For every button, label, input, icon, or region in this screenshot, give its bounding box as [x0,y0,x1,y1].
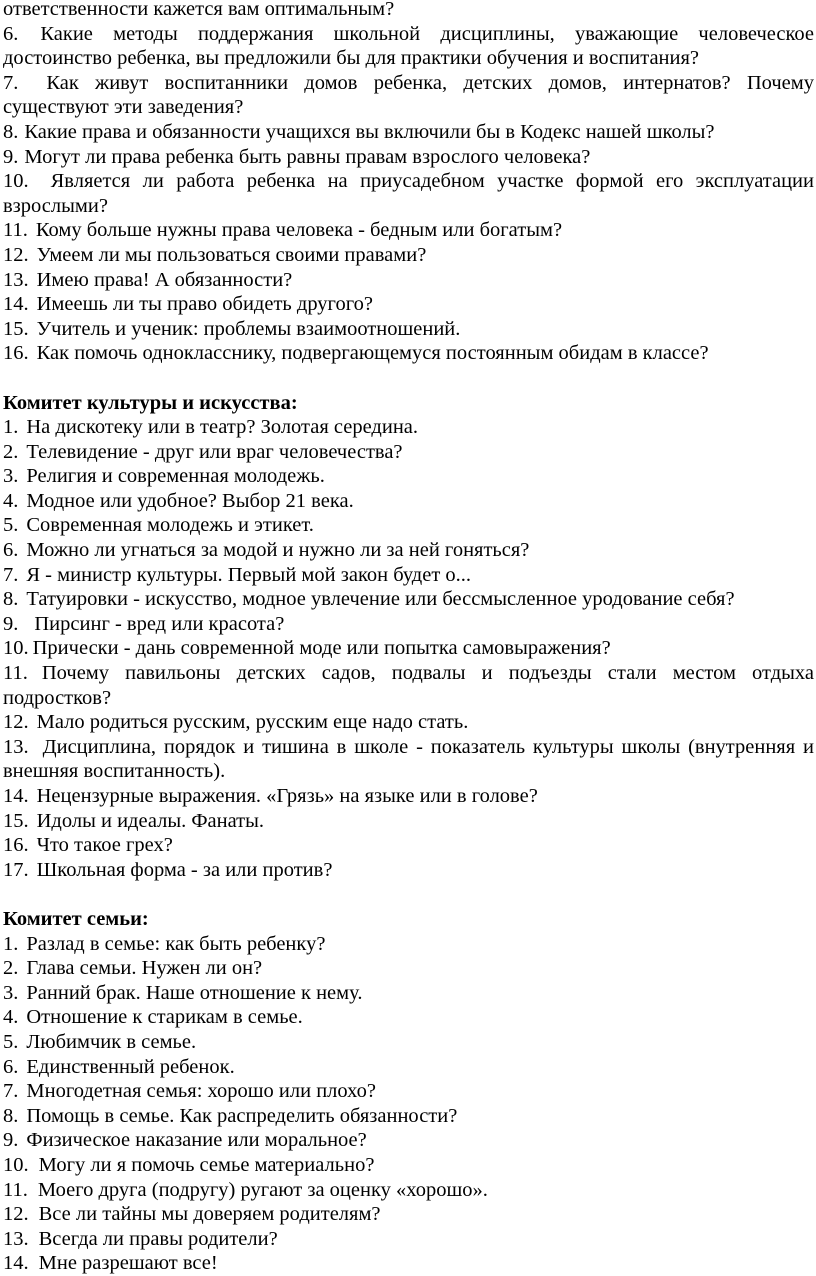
item-number: 3. [3,465,19,488]
item-number: 14. [3,785,29,807]
item-text: Любимчик в семье. [26,1030,197,1053]
list-item [3,1202,814,1227]
item-number: 9. [3,1129,19,1152]
item-text: Почему павильоны детских садов, подвалы и подъезды стали местом отдыха подростков? [3,662,814,709]
item-text: Все ли тайны мы доверяем родителям? [38,1203,381,1226]
item-number: 2. [3,957,19,980]
item-text: Мне разрешают все! [38,1252,218,1275]
item-number: 11. [3,1178,28,1201]
item-text: Какие права и обязанности учащихся вы включили бы в Кодекс нашей школы? [24,120,715,143]
list-item [3,932,814,957]
item-text: Всегда ли правы родители? [38,1227,278,1250]
item-text: Школьная форма - за или против? [36,858,333,881]
item-text: Помощь в семье. Как распределить обязанности? [26,1104,458,1127]
item-number: 9. [3,612,19,635]
rights-question-list [3,22,814,366]
family-heading: Комитет семьи: [3,907,149,930]
item-number: 16. [3,834,29,857]
list-item [3,341,814,366]
family-question-list [3,932,814,1276]
list-item [3,833,814,858]
item-text: Идолы и идеалы. Фанаты. [36,809,265,832]
item-number: 6. [3,22,19,45]
item-number: 3. [3,981,19,1004]
list-item [3,1055,814,1080]
list-item [3,1153,814,1178]
item-number: 11. [3,219,28,242]
item-text: Что такое грех? [36,834,173,857]
item-text: Отношение к старикам в семье. [26,1006,303,1029]
item-text: Единственный ребенок. [26,1055,235,1078]
item-text: Могу ли я помочь семье материально? [38,1153,375,1176]
item-number: 6. [3,539,19,562]
item-text: Учитель и ученик: проблемы взаимоотношений. [36,317,461,340]
list-item [3,563,814,588]
list-item [3,784,814,809]
item-text: На дискотеку или в театр? Золотая середина. [26,416,419,439]
item-number: 15. [3,317,29,340]
document-page [3,0,814,1276]
item-text: Кому больше нужны права человека - бедным или богатым? [35,219,563,242]
item-text: Я - министр культуры. Первый мой закон будет о... [26,563,472,586]
list-item [3,169,814,218]
item-text: Умеем ли мы пользоваться своими правами? [36,243,427,266]
list-item [3,1227,814,1252]
item-number: 9. [3,145,19,168]
item-text: Какие методы поддержания школьной дисциплины, уважающие человеческое достоинство ребенка, вы предложили бы для практики обучения и воспитания? [3,22,814,70]
item-number: 7. [3,1080,19,1103]
item-number: 10. [3,170,29,193]
item-number: 13. [3,735,29,758]
culture-heading: Комитет культуры и искусства: [3,391,298,414]
item-number: 5. [3,1030,19,1053]
item-number: 11. [3,662,28,685]
item-text: Прически - дань современной моде или попытка самовыражения? [32,637,611,660]
list-item [3,735,814,784]
list-item [3,661,814,710]
item-number: 2. [3,440,19,463]
item-number: 7. [3,71,19,94]
item-text: Имею права! А обязанности? [36,268,293,291]
item-number: 4. [3,489,19,512]
item-number: 16. [3,342,29,365]
item-number: 10. [3,1153,29,1176]
item-number: 12. [3,1203,29,1226]
item-text: Нецензурные выражения. «Грязь» на языке или в голове? [36,785,538,807]
item-text: Дисциплина, порядок и тишина в школе - показатель культуры школы (внутренняя и внешняя воспитанность). [3,735,814,783]
culture-question-list [3,415,814,882]
item-number: 14. [3,1252,29,1275]
list-item [3,1079,814,1104]
item-number: 1. [3,932,19,955]
list-item [3,218,814,243]
item-number: 12. [3,711,29,734]
item-text: Как живут воспитанники домов ребенка, детских домов, интернатов? Почему существуют эти заведения? [3,71,814,119]
list-item [3,120,814,145]
item-text: Могут ли права ребенка быть равны правам взрослого человека? [24,145,591,168]
item-text: Является ли работа ребенка на приусадебном участке формой его эксплуатации взрослыми? [3,170,814,217]
item-number: 10. [3,637,29,660]
item-number: 8. [3,120,19,143]
item-number: 17. [3,858,29,881]
list-item [3,489,814,514]
item-text: Телевидение - друг или враг человечества? [26,440,403,463]
item-number: 7. [3,563,19,586]
item-text: Как помочь однокласснику, подвергающемуся постоянным обидам в классе? [36,342,709,365]
item-text: Мало родиться русским, русским еще надо стать. [36,711,469,734]
item-number: 8. [3,588,19,611]
list-item [3,956,814,981]
item-text: Имеешь ли ты право обидеть другого? [36,293,373,316]
item-text: Модное или удобное? Выбор 21 века. [26,489,354,512]
item-number: 13. [3,268,29,291]
item-number: 6. [3,1055,19,1078]
item-number: 15. [3,809,29,832]
item-number: 5. [3,514,19,537]
item-number: 4. [3,1006,19,1029]
item-text: Ранний брак. Наше отношение к нему. [26,981,363,1004]
list-item [3,1005,814,1030]
list-item [3,243,814,268]
list-item [3,858,814,883]
item-text: Татуировки - искусство, модное увлечение или бессмысленное уродование себя? [26,588,735,611]
list-item [3,587,814,612]
item-text: Можно ли угнаться за модой и нужно ли за ней гоняться? [26,539,530,562]
list-item [3,464,814,489]
item-text: Религия и современная молодежь. [26,465,325,488]
item-number: 12. [3,243,29,266]
item-text: Пирсинг - вред или красота? [34,612,285,635]
list-item [3,981,814,1006]
list-item [3,1104,814,1129]
list-item [3,513,814,538]
list-item [3,1128,814,1153]
list-item [3,292,814,317]
item-text: Моего друга (подругу) ругают за оценку «хорошо». [37,1178,488,1201]
item-number: 14. [3,293,29,316]
list-item [3,710,814,735]
lead-line: ответственности кажется вам оптимальным? [3,0,395,20]
item-text: Разлад в семье: как быть ребенку? [26,932,326,955]
list-item [3,636,814,661]
item-text: Многодетная семья: хорошо или плохо? [26,1080,376,1103]
item-number: 13. [3,1227,29,1250]
list-item [3,809,814,834]
list-item [3,71,814,120]
item-number: 1. [3,416,19,439]
list-item [3,145,814,170]
list-item [3,268,814,293]
item-text: Глава семьи. Нужен ли он? [26,957,263,980]
list-item [3,317,814,342]
list-item [3,1251,814,1276]
item-text: Современная молодежь и этикет. [26,514,314,537]
list-item [3,612,814,637]
list-item [3,22,814,71]
list-item [3,538,814,563]
list-item [3,1030,814,1055]
item-text: Физическое наказание или моральное? [26,1129,367,1152]
list-item [3,415,814,440]
list-item [3,440,814,465]
list-item [3,1178,814,1203]
item-number: 8. [3,1104,19,1127]
